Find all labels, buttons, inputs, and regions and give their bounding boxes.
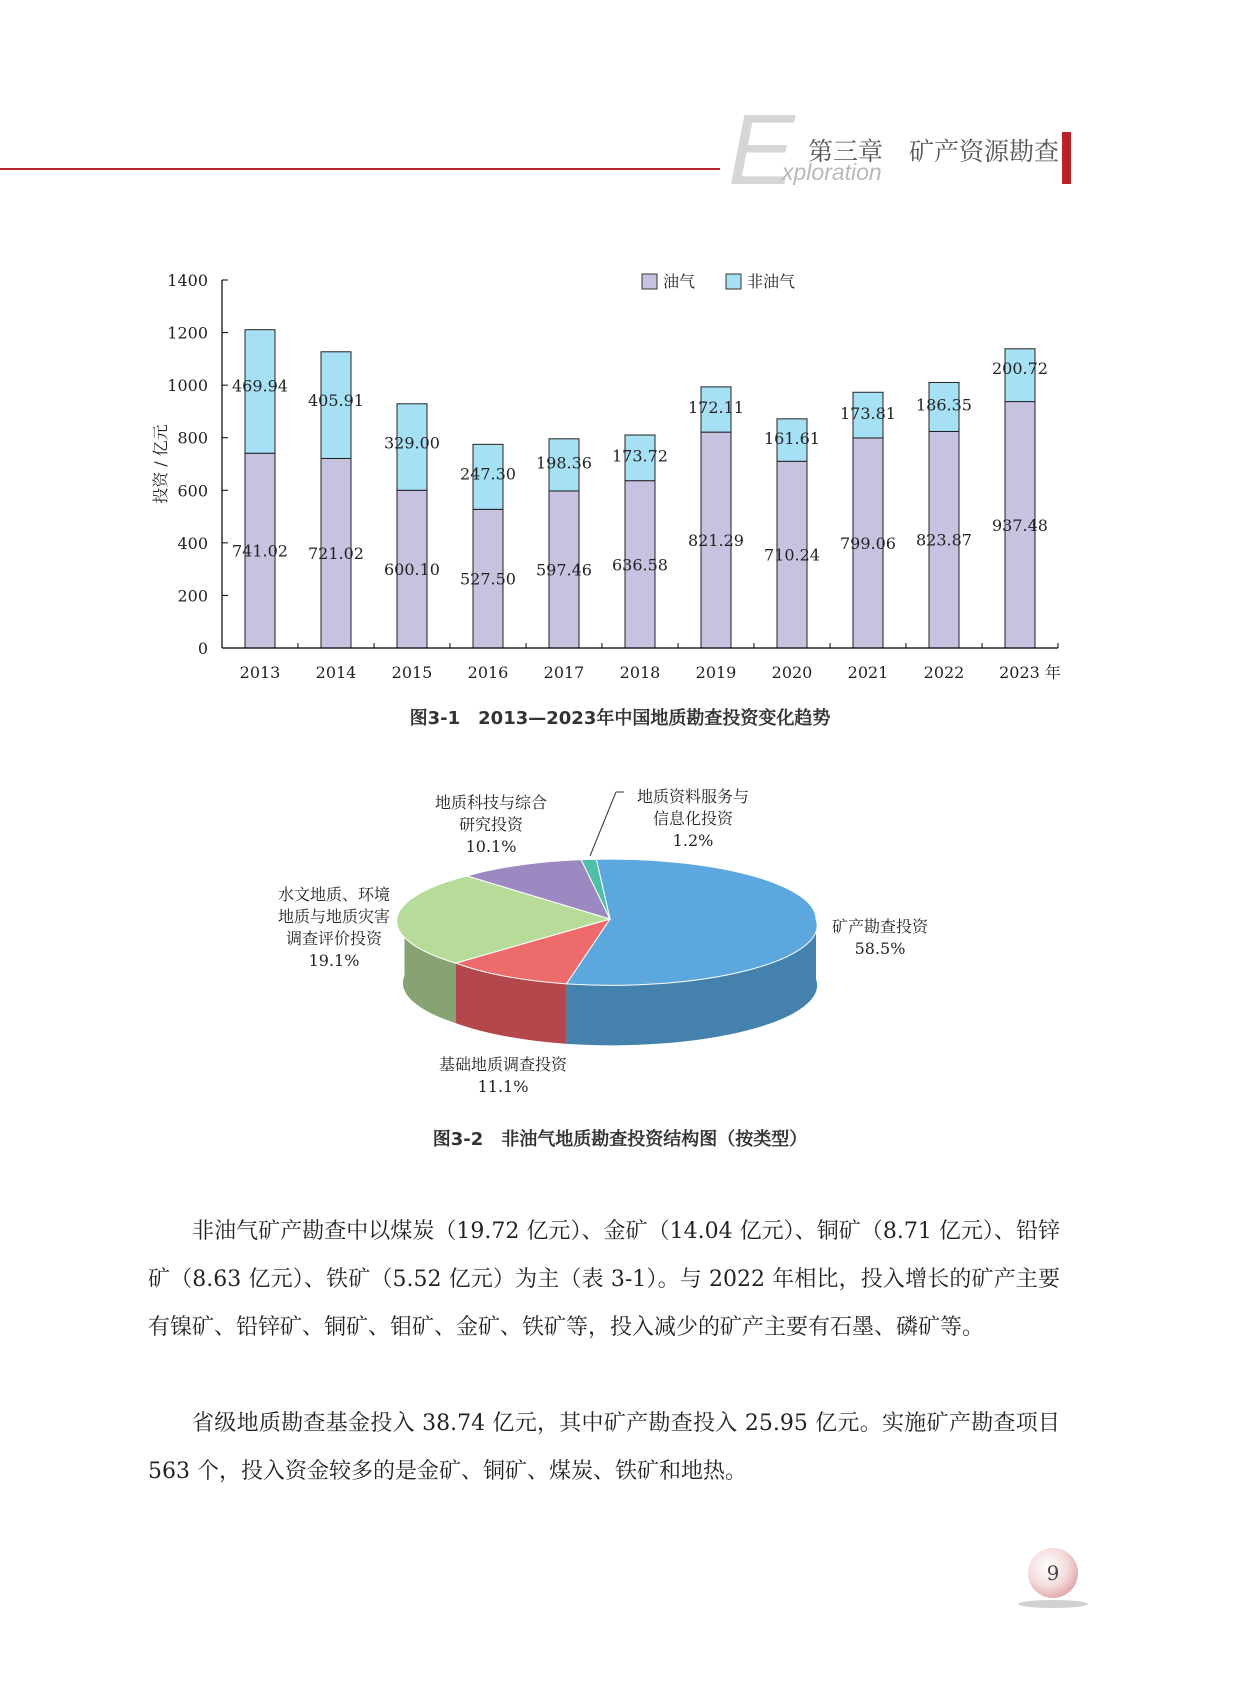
legend-label-oil: 油气: [663, 272, 696, 291]
y-tick-label: 1400: [167, 271, 208, 290]
y-tick-label: 1200: [167, 323, 208, 343]
body-paragraph-2: 省级地质勘查基金投入 38.74 亿元，其中矿产勘查投入 25.95 亿元。实施矿产勘查项目 563 个，投入资金较多的是金矿、铜矿、煤炭、铁矿和地热。: [148, 1411, 1060, 1484]
bar-label-oil: 597.46: [536, 560, 592, 580]
bar-label-oil: 823.87: [916, 530, 972, 550]
bar-label-oil: 937.48: [992, 515, 1048, 535]
pie-label-tech-line2: 研究投资: [458, 815, 524, 834]
bar-label-nonoil: 173.81: [840, 403, 896, 423]
y-tick-label: 400: [177, 533, 208, 553]
x-tick-label: 2013: [239, 663, 281, 682]
header-subtitle: xploration: [782, 159, 882, 185]
bar-label-oil: 636.58: [612, 555, 668, 575]
bar-label-oil: 527.50: [460, 569, 516, 589]
bar-label-oil: 741.02: [232, 541, 288, 561]
figure-caption-2: 图3-2 非油气地质勘查投资结构图（按类型）: [432, 1129, 808, 1150]
bar-label-nonoil: 161.61: [764, 428, 820, 448]
x-tick-label: 2015: [391, 663, 433, 682]
y-tick-label: 600: [177, 481, 208, 501]
bar-label-oil: 710.24: [764, 545, 820, 565]
x-tick-label: 2023 年: [999, 663, 1061, 682]
header-big-letter: E: [728, 94, 795, 206]
bar-label-nonoil: 329.00: [384, 433, 440, 453]
pie-label-hydro-line2: 地质与地质灾害: [277, 907, 391, 926]
bar-label-oil: 600.10: [384, 560, 440, 580]
y-tick-label: 800: [177, 428, 208, 448]
pie-leader-line: [590, 792, 616, 856]
bar-label-oil: 721.02: [308, 544, 364, 564]
x-tick-label: 2017: [543, 663, 585, 682]
y-axis-label: 投资 / 亿元: [151, 424, 170, 504]
x-tick-label: 2016: [467, 663, 509, 682]
pie-label-tech-line1: 地质科技与综合: [434, 793, 548, 812]
bar-label-nonoil: 405.91: [308, 390, 364, 410]
bar-label-nonoil: 173.72: [612, 446, 668, 466]
x-tick-label: 2014: [315, 663, 357, 682]
page-number: 9: [1028, 1548, 1078, 1598]
pie-value-tech: 10.1%: [465, 837, 517, 856]
y-tick-label: 200: [177, 586, 208, 606]
pie-value-hydro: 19.1%: [308, 951, 360, 970]
pie-label-mineral: 矿产勘查投资: [831, 917, 929, 936]
figure-caption-1: 图3-1 2013—2023年中国地质勘查投资变化趋势: [409, 708, 831, 729]
pie-label-hydro-line3: 调查评价投资: [285, 929, 383, 948]
y-tick-label: 1000: [167, 376, 208, 396]
bar-label-oil: 799.06: [840, 533, 896, 553]
bar-label-nonoil: 198.36: [536, 453, 592, 473]
pie-value-mineral: 58.5%: [854, 939, 906, 958]
x-tick-label: 2018: [619, 663, 661, 682]
x-tick-label: 2020: [771, 663, 813, 682]
x-tick-label: 2022: [923, 663, 965, 682]
x-tick-label: 2019: [695, 663, 737, 682]
pie-label-data-line2: 信息化投资: [652, 809, 734, 828]
pie-label-hydro-line1: 水文地质、环境: [277, 885, 391, 904]
legend-label-nonoil: 非油气: [747, 272, 796, 291]
pie-value-basic: 11.1%: [477, 1077, 529, 1096]
x-tick-label: 2021: [847, 663, 889, 682]
y-tick-label: 0: [197, 639, 208, 658]
bar-label-nonoil: 247.30: [460, 464, 516, 484]
bar-label-nonoil: 200.72: [992, 358, 1048, 378]
pie-label-basic: 基础地质调查投资: [438, 1055, 568, 1074]
page-number-shadow: [1018, 1600, 1088, 1608]
chapter-number: 第三章: [808, 137, 884, 166]
pie-label-data-line1: 地质资料服务与: [636, 787, 750, 806]
bar-label-oil: 821.29: [688, 531, 744, 551]
bar-label-nonoil: 186.35: [916, 395, 972, 415]
chapter-title: 矿产资源勘查: [909, 137, 1060, 166]
bar-label-nonoil: 469.94: [232, 376, 288, 396]
bar-label-nonoil: 172.11: [688, 398, 744, 418]
pie-value-data: 1.2%: [672, 831, 714, 850]
body-paragraph-1: 非油气矿产勘查中以煤炭（19.72 亿元）、金矿（14.04 亿元）、铜矿（8.71 亿元）、铅锌矿（8.63 亿元）、铁矿（5.52 亿元）为主（表 3-1）。与 2022 年相比，投入增长的矿产主要有镍矿、铅锌矿、铜矿、钼矿、金矿、铁矿等，投入减少的矿产主要有石墨、磷矿等。: [148, 1219, 1060, 1340]
